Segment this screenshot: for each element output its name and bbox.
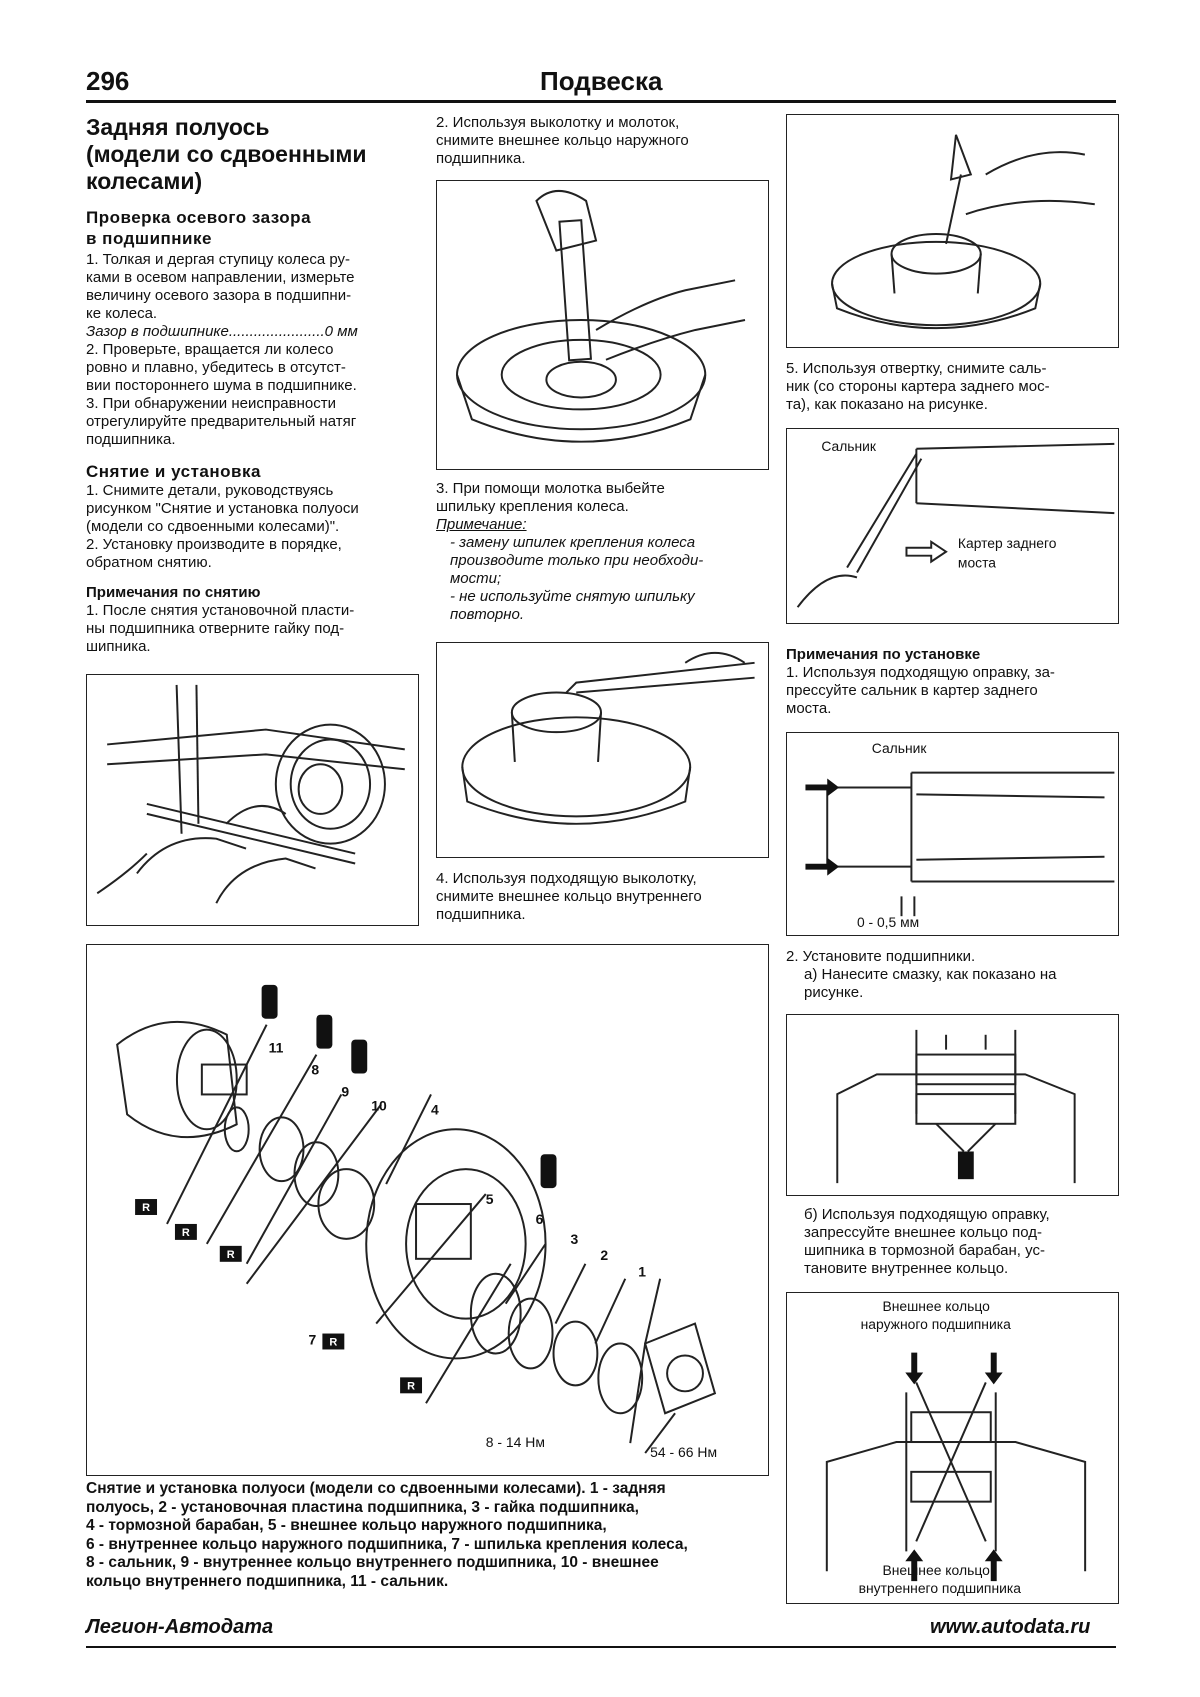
title-line: колесами)	[86, 168, 203, 194]
text-line: б) Используя подходящую оправку,	[804, 1206, 1050, 1223]
figure-exploded-view	[86, 944, 769, 1476]
figure-bearing-press	[786, 1292, 1119, 1604]
drift-outer-race-illustration	[437, 181, 768, 469]
r-tag: R	[181, 1226, 190, 1239]
text-line: снимите внешнее кольцо наружного	[436, 132, 689, 149]
part-number: 8	[311, 1061, 320, 1078]
paragraph-removal-1	[86, 482, 416, 536]
torque-label: 8 - 14 Нм	[485, 1434, 545, 1451]
text-line: 2. Установку производите в порядке,	[86, 536, 342, 553]
caption-line: полуось, 2 - установочная пластина подшипника, 3 - гайка подшипника,	[86, 1498, 639, 1516]
seal-press-illustration	[787, 733, 1118, 935]
text-line: ник (со стороны картера заднего мос-	[786, 378, 1050, 395]
figure-grease-points	[786, 1014, 1119, 1196]
note-line: повторно.	[450, 606, 525, 623]
r-tag: R	[142, 1201, 150, 1214]
text-line: (модели со сдвоенными колесами)".	[86, 518, 340, 535]
article-title	[86, 114, 416, 195]
part-number: 7	[308, 1331, 317, 1348]
subheading-line: Проверка осевого зазора	[86, 208, 312, 227]
text-line: 1. Толкая и дергая ступицу колеса ру-	[86, 251, 351, 268]
seal-removal-illustration	[787, 429, 1118, 623]
r-tag: R	[329, 1336, 338, 1349]
paragraph-step-1	[86, 251, 416, 323]
text-line: снимите внешнее кольцо внутреннего	[436, 888, 702, 905]
figure-seal-press	[786, 732, 1119, 936]
text-line: ровно и плавно, убедитесь в отсутст-	[86, 359, 346, 376]
text-line: обратном снятию.	[86, 554, 212, 571]
text-line: рисунке.	[804, 984, 864, 1001]
text-line: 1. Используя подходящую оправку, за-	[786, 664, 1055, 681]
text-line: та), как показано на рисунке.	[786, 396, 988, 413]
column-2-step-4	[436, 870, 769, 924]
inner-race-label: Внешнее кольцо	[882, 1562, 990, 1579]
title-line: Задняя полуось	[86, 114, 270, 140]
inner-race-label: внутреннего подшипника	[858, 1580, 1022, 1597]
gap-label: 0 - 0,5 мм	[856, 914, 920, 931]
part-number: 4	[430, 1101, 439, 1118]
subheading-removal-installation: Снятие и установка	[86, 462, 261, 481]
spec-bearing-clearance: Зазор в подшипнике.......................0 мм	[86, 323, 358, 340]
part-number: 9	[341, 1083, 350, 1100]
text-line: запрессуйте внешнее кольцо под-	[804, 1224, 1043, 1241]
part-number: 2	[600, 1246, 609, 1263]
part-number: 5	[485, 1191, 494, 1208]
column-3-install-bearings	[786, 948, 1119, 1002]
drift-inner-race-illustration	[787, 115, 1118, 347]
note-line: производите только при необходи-	[450, 552, 704, 569]
seal-label: Сальник	[821, 437, 876, 454]
caption-line: 8 - сальник, 9 - внутреннее кольцо внутреннего подшипника, 10 - внешнее	[86, 1554, 659, 1571]
part-number: 10	[371, 1097, 387, 1114]
r-tag: R	[407, 1380, 415, 1393]
footer-publisher: Легион-Автодата	[86, 1616, 274, 1638]
text-line: тановите внутреннее кольцо.	[804, 1260, 1009, 1277]
caption-line: 4 - тормозной барабан, 5 - внешнее кольцо наружного подшипника,	[86, 1517, 607, 1534]
column-1-text	[86, 114, 416, 656]
paragraph-step-3	[86, 395, 416, 449]
text-line: 1. После снятия установочной пласти-	[86, 602, 355, 619]
paragraph-removal-note-1	[86, 602, 416, 656]
section-title: Подвеска	[540, 66, 663, 96]
knock-out-stud-illustration	[437, 643, 768, 857]
r-tag: R	[226, 1248, 235, 1261]
note-line: - замену шпилек крепления колеса	[450, 534, 696, 551]
exploded-view-caption	[86, 1480, 769, 1591]
text-line: величину осевого зазора в подшипни-	[86, 287, 352, 304]
subheading-install-notes: Примечания по установке	[786, 646, 981, 663]
text-line: прессуйте сальник в картер заднего	[786, 682, 1038, 699]
part-number: 11	[268, 1039, 284, 1056]
outer-race-label: наружного подшипника	[860, 1315, 1011, 1332]
text-line: моста.	[786, 700, 832, 717]
text-line: 2. Проверьте, вращается ли колесо	[86, 341, 334, 358]
footer-rule	[86, 1646, 1116, 1648]
header-rule	[86, 100, 1116, 103]
text-line: ке колеса.	[86, 305, 158, 322]
bearing-press-illustration	[787, 1293, 1118, 1603]
text-line: вии постороннего шума в подшипнике.	[86, 377, 357, 394]
column-3-install-notes	[786, 646, 1119, 718]
text-line: 2. Установите подшипники.	[786, 948, 976, 965]
figure-drift-outer-race	[436, 180, 769, 470]
part-number: 1	[638, 1263, 646, 1280]
text-line: шипника.	[86, 638, 151, 655]
text-line: шпильку крепления колеса.	[436, 498, 629, 515]
text-line: 5. Используя отвертку, снимите саль-	[786, 360, 1047, 377]
hub-puller-illustration	[87, 675, 418, 925]
text-line: 1. Снимите детали, руководствуясь	[86, 482, 334, 499]
note-label: Примечание:	[436, 516, 527, 533]
footer-website: www.autodata.ru	[930, 1616, 1091, 1638]
caption-line: 6 - внутреннее кольцо наружного подшипника, 7 - шпилька крепления колеса,	[86, 1535, 688, 1553]
text-line: шипника в тормозной барабан, ус-	[804, 1242, 1045, 1259]
paragraph-install-1	[786, 664, 1119, 718]
torque-label: 54 - 66 Нм	[650, 1444, 718, 1461]
text-line: подшипника.	[436, 150, 526, 167]
note-line: мости;	[450, 570, 502, 587]
text-line: 4. Используя подходящую выколотку,	[436, 870, 697, 887]
part-number: 6	[535, 1210, 544, 1227]
column-3-step-5	[786, 360, 1119, 414]
text-line: а) Нанесите смазку, как показано на	[804, 966, 1057, 983]
text-line: 3. При обнаружении неисправности	[86, 395, 336, 412]
figure-seal-removal	[786, 428, 1119, 624]
exploded-view-illustration	[87, 945, 768, 1475]
caption-line: Снятие и установка полуоси (модели со сдвоенными колесами). 1 - задняя	[86, 1480, 666, 1497]
text-line: рисунком "Снятие и установка полуоси	[86, 500, 359, 517]
outer-race-label: Внешнее кольцо	[882, 1297, 990, 1314]
column-2-step-2	[436, 114, 769, 168]
subheading-removal-notes: Примечания по снятию	[86, 584, 261, 601]
text-line: подшипника.	[86, 431, 176, 448]
note-line: - не используйте снятую шпильку	[450, 588, 695, 605]
part-number: 3	[570, 1230, 579, 1247]
grease-points-illustration	[787, 1015, 1118, 1195]
paragraph-removal-2	[86, 536, 416, 572]
text-line: 3. При помощи молотка выбейте	[436, 480, 665, 497]
text-line: 2. Используя выколотку и молоток,	[436, 114, 680, 131]
figure-knock-out-stud	[436, 642, 769, 858]
column-2-step-3	[436, 480, 769, 624]
page-number: 296	[86, 66, 130, 96]
column-3-press-outer-race	[786, 1206, 1119, 1278]
title-line: (модели со сдвоенными	[86, 141, 367, 167]
text-line: ны подшипника отверните гайку под-	[86, 620, 345, 637]
text-line: ками в осевом направлении, измерьте	[86, 269, 355, 286]
figure-hub-puller	[86, 674, 419, 926]
figure-drift-inner-race	[786, 114, 1119, 348]
housing-label: моста	[957, 554, 996, 571]
housing-label: Картер заднего	[957, 534, 1057, 551]
seal-label: Сальник	[871, 739, 927, 756]
paragraph-step-2	[86, 341, 416, 395]
subheading-line: в подшипнике	[86, 229, 212, 248]
subheading-axial-play	[86, 207, 416, 249]
caption-line: кольцо внутреннего подшипника, 11 - сальник.	[86, 1572, 449, 1590]
text-line: отрегулируйте предварительный натяг	[86, 413, 357, 430]
text-line: подшипника.	[436, 906, 526, 923]
